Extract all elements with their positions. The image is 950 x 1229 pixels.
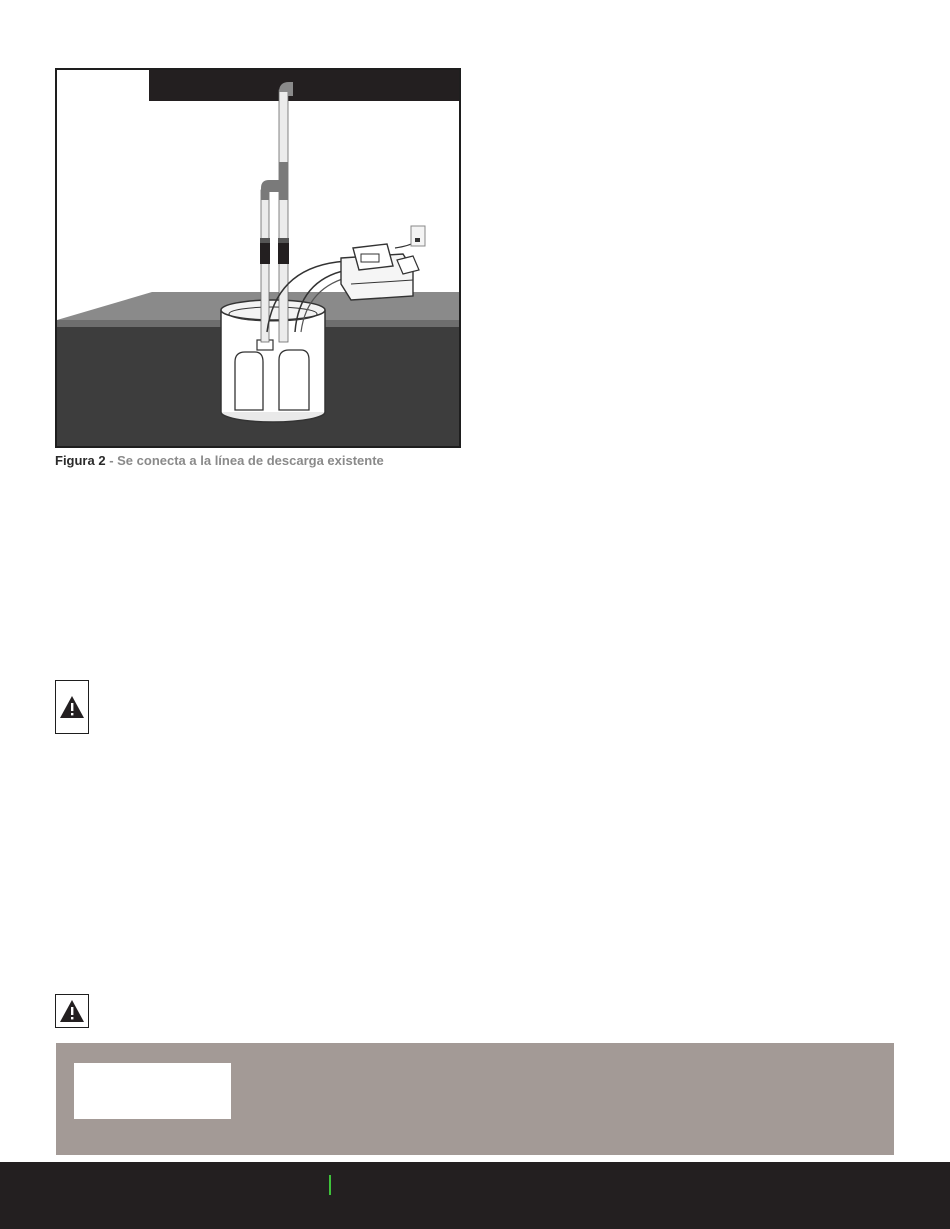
warning-triangle-icon xyxy=(59,999,85,1023)
figure-caption-text: Se conecta a la línea de descarga existente xyxy=(117,453,384,468)
warning-triangle-icon xyxy=(59,695,85,719)
warning-icon-box-2 xyxy=(55,994,89,1028)
figure-caption xyxy=(55,453,384,468)
footer-accent-line xyxy=(329,1175,331,1195)
footer-bar xyxy=(0,1162,950,1229)
figure-label: Figura 2 xyxy=(55,453,106,468)
notice-label-box xyxy=(74,1063,231,1119)
gray-notice-panel xyxy=(56,1043,894,1155)
figure-separator: - xyxy=(105,453,118,468)
sump-pump-diagram xyxy=(57,70,459,446)
warning-icon-box xyxy=(55,680,89,734)
figure-illustration xyxy=(55,68,461,448)
